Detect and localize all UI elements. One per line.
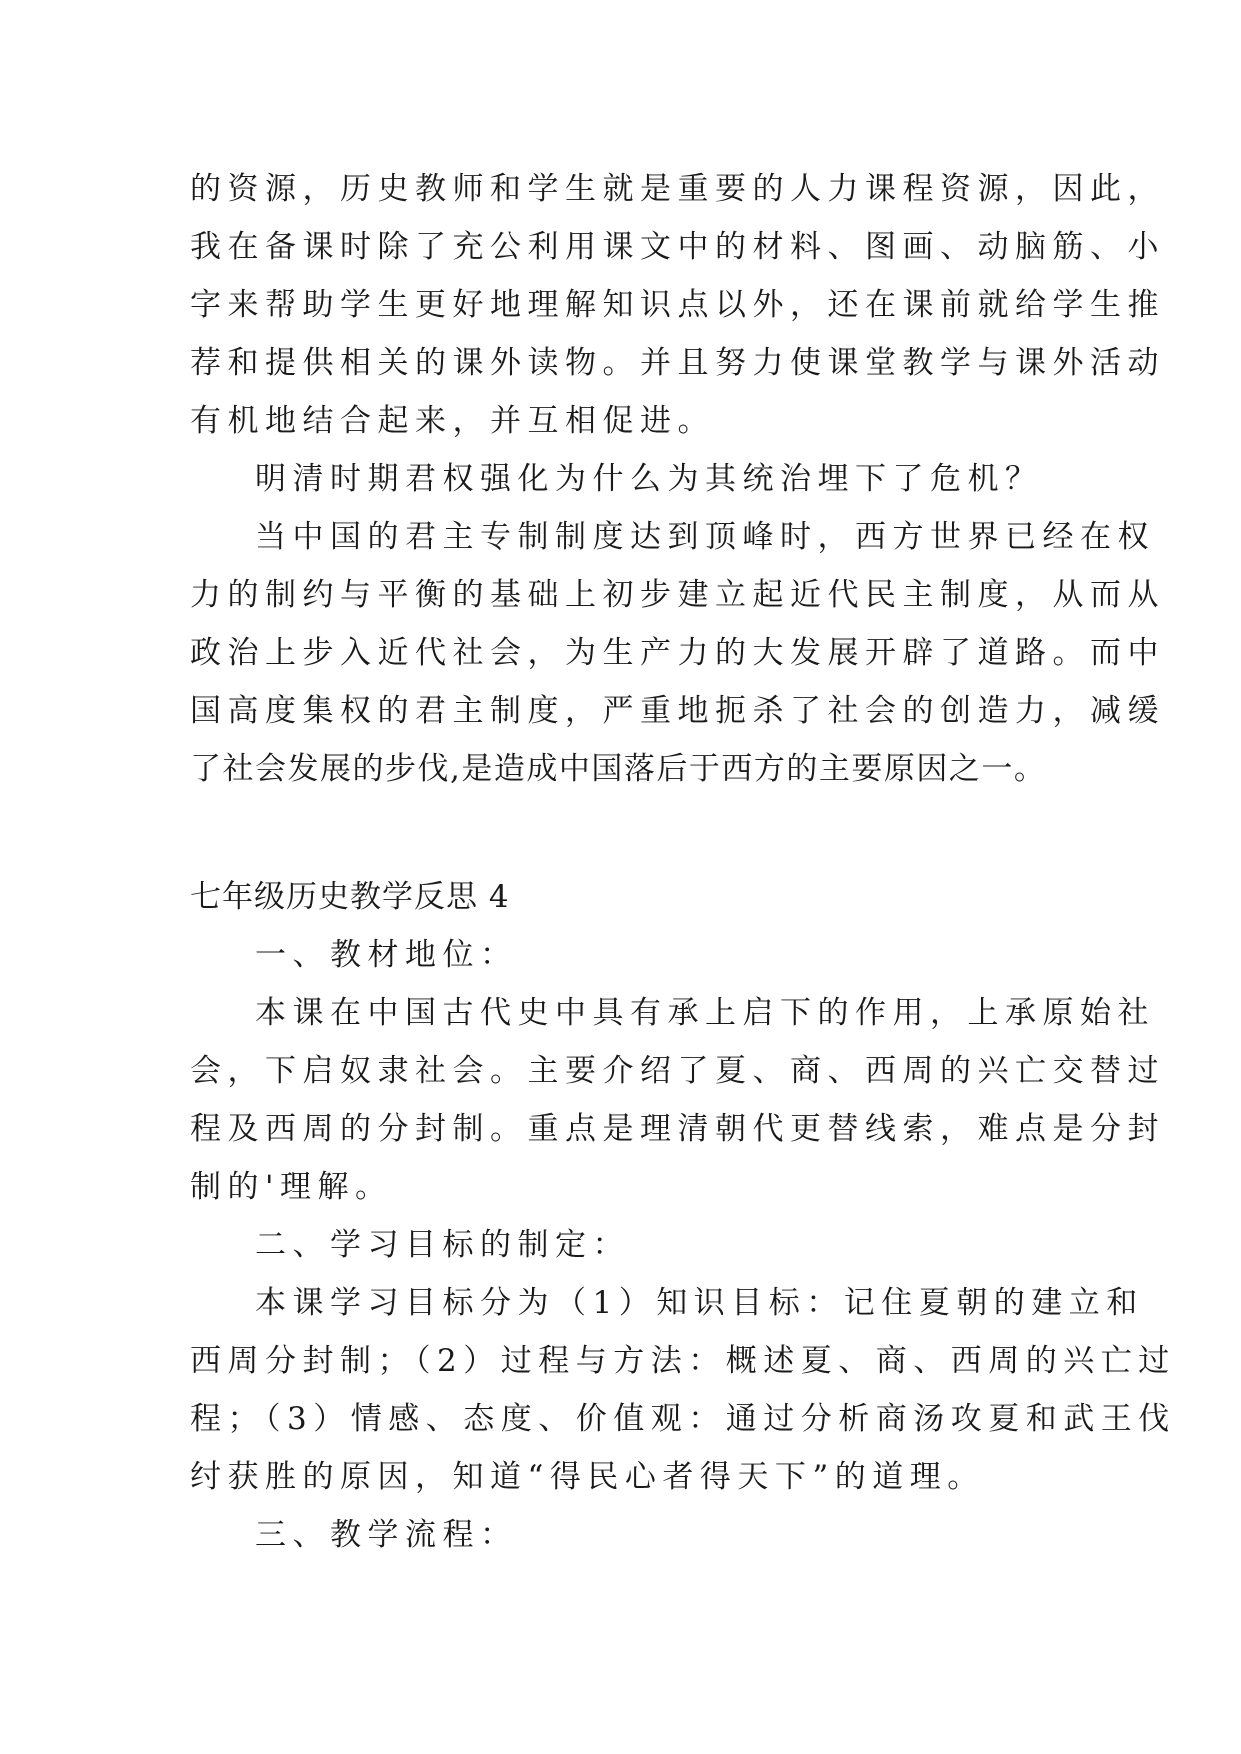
text-line: 本课在中国古代史中具有承上启下的作用，上承原始社 [255,995,1155,1031]
heading-learning-goals: 二、学习目标的制定： [255,1227,630,1263]
section-title: 七年级历史教学反思 4 [190,879,510,915]
text-line: 程；（3）情感、态度、价值观：通过分析商汤攻夏和武王伐 [190,1401,1176,1437]
heading-teaching-material: 一、教材地位： [255,937,518,973]
section-gap [190,798,1055,868]
text-line: 国高度集权的君主制度，严重地扼杀了社会的创造力，减缓 [190,693,1165,729]
text-line: 政治上步入近代社会，为生产力的大发展开辟了道路。而中 [190,635,1165,671]
text-line: 本课学习目标分为（1）知识目标：记住夏朝的建立和 [255,1285,1144,1321]
text-line: 制的'理解。 [190,1169,393,1205]
document-body [190,160,1176,1564]
text-line: 程及西周的分封制。重点是理清朝代更替线索，难点是分封 [190,1111,1165,1147]
text-line: 的资源，历史教师和学生就是重要的人力课程资源，因此， [190,171,1165,207]
text-line: 西周分封制；（2）过程与方法：概述夏、商、西周的兴亡过 [190,1343,1176,1379]
heading-teaching-process: 三、教学流程： [255,1517,518,1553]
question-line: 明清时期君权强化为什么为其统治埋下了危机？ [255,461,1043,497]
text-line: 我在备课时除了充公利用课文中的材料、图画、动脑筋、小 [190,229,1165,265]
text-line: 会，下启奴隶社会。主要介绍了夏、商、西周的兴亡交替过 [190,1053,1165,1089]
text-line: 当中国的君主专制制度达到顶峰时，西方世界已经在权 [255,519,1155,555]
text-line: 纣获胜的原因，知道“得民心者得天下”的道理。 [190,1459,985,1495]
text-line: 字来帮助学生更好地理解知识点以外，还在课前就给学生推 [190,287,1165,323]
text-line: 了社会发展的步伐,是造成中国落后于西方的主要原因之一。 [190,751,1047,787]
text-line: 荐和提供相关的课外读物。并且努力使课堂教学与课外活动 [190,345,1165,381]
text-line: 有机地结合起来，并互相促进。 [190,403,715,439]
text-line: 力的制约与平衡的基础上初步建立起近代民主制度，从而从 [190,577,1165,613]
